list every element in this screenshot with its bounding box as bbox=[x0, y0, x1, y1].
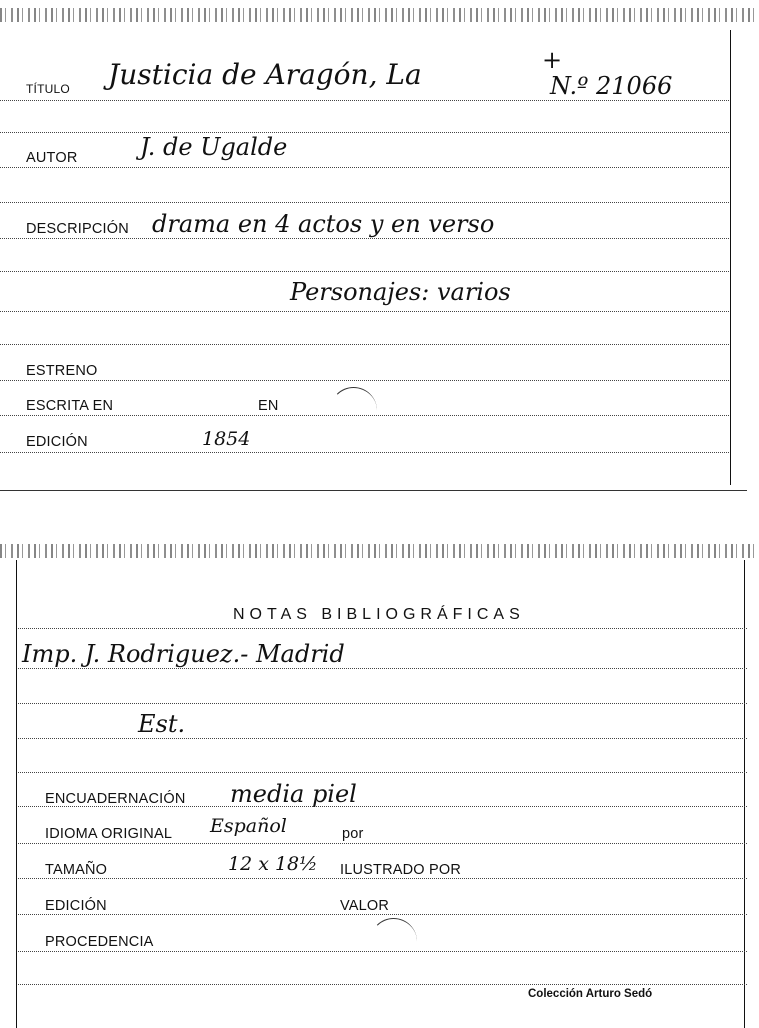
idioma-label: IDIOMA ORIGINAL bbox=[45, 826, 173, 842]
dotted-rule bbox=[0, 311, 729, 312]
encuadernacion-value: media piel bbox=[230, 780, 357, 808]
dotted-rule bbox=[18, 703, 747, 704]
punch-hole bbox=[330, 387, 377, 434]
dotted-rule bbox=[0, 452, 729, 453]
dotted-rule bbox=[0, 202, 729, 203]
dotted-rule bbox=[18, 628, 747, 629]
card-left-edge bbox=[16, 560, 17, 1028]
titulo-label: TÍTULO bbox=[26, 82, 70, 96]
dotted-rule bbox=[18, 914, 747, 915]
notas-title: NOTAS BIBLIOGRÁFICAS bbox=[233, 606, 525, 623]
edicion-label: EDICIÓN bbox=[26, 434, 88, 450]
encuadernacion-label: ENCUADERNACIÓN bbox=[45, 791, 186, 807]
en-label: EN bbox=[258, 398, 279, 414]
descripcion-label: DESCRIPCIÓN bbox=[26, 221, 129, 237]
tamano-value: 12 x 18½ bbox=[228, 853, 318, 875]
card-right-edge bbox=[730, 30, 731, 485]
descripcion-value: drama en 4 actos y en verso bbox=[152, 210, 495, 238]
autor-label: AUTOR bbox=[26, 150, 78, 166]
dotted-rule bbox=[0, 271, 729, 272]
estreno-label: ESTRENO bbox=[26, 363, 98, 379]
dotted-rule bbox=[18, 984, 747, 985]
dotted-rule bbox=[0, 100, 729, 101]
tamano-label: TAMAÑO bbox=[45, 862, 108, 878]
dotted-rule bbox=[18, 738, 747, 739]
edicion-label: EDICIÓN bbox=[45, 898, 107, 914]
dotted-rule bbox=[18, 668, 747, 669]
back-card bbox=[0, 540, 759, 1028]
dotted-rule bbox=[18, 772, 747, 773]
autor-value: J. de Ugalde bbox=[140, 133, 288, 161]
edicion-value: 1854 bbox=[202, 428, 251, 450]
card-bottom-edge bbox=[0, 490, 747, 491]
idioma-value: Español bbox=[210, 815, 287, 837]
number-mark: + bbox=[542, 46, 563, 74]
notes-line-2: Est. bbox=[138, 710, 186, 738]
ilustrado-label: ILUSTRADO POR bbox=[340, 862, 462, 878]
dotted-rule bbox=[0, 238, 729, 239]
punch-hole bbox=[370, 918, 417, 965]
dotted-rule bbox=[18, 878, 747, 879]
titulo-value: Justicia de Aragón, La bbox=[108, 58, 422, 91]
front-card bbox=[0, 0, 759, 495]
card-right-edge bbox=[744, 560, 745, 1028]
collection-footer: Colección Arturo Sedó bbox=[528, 988, 653, 1000]
notes-line-1: Imp. J. Rodriguez.- Madrid bbox=[22, 640, 345, 668]
descripcion-value-2: Personajes: varios bbox=[290, 278, 511, 306]
valor-label: VALOR bbox=[340, 898, 390, 914]
por-label: por bbox=[342, 826, 364, 842]
scan-noise-top bbox=[0, 544, 759, 558]
dotted-rule bbox=[0, 167, 729, 168]
dotted-rule bbox=[0, 132, 729, 133]
scan-noise-top bbox=[0, 8, 759, 22]
escrita-en-label: ESCRITA EN bbox=[26, 398, 114, 414]
dotted-rule bbox=[0, 380, 729, 381]
dotted-rule bbox=[18, 843, 747, 844]
dotted-rule bbox=[0, 344, 729, 345]
card-number: N.º 21066 bbox=[550, 72, 673, 100]
procedencia-label: PROCEDENCIA bbox=[45, 934, 154, 950]
